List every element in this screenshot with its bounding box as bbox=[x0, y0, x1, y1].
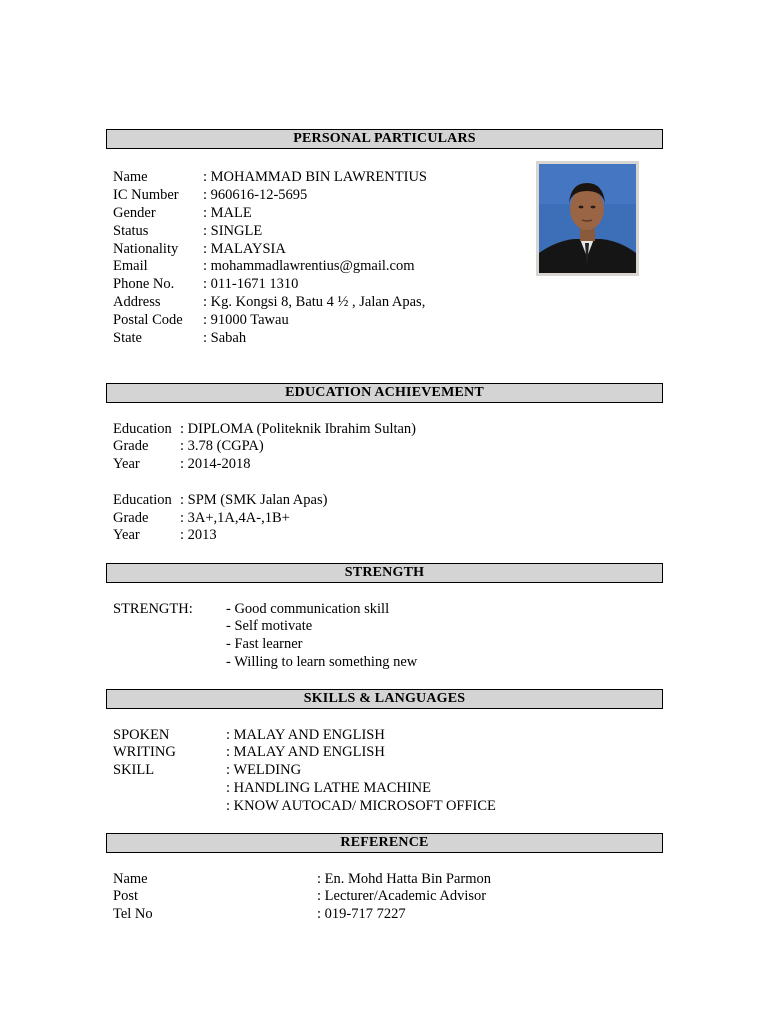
spoken-row bbox=[113, 726, 385, 744]
strength-header: STRENGTH bbox=[106, 563, 663, 583]
strength-item: - Good communication skill bbox=[226, 601, 390, 617]
ic-number-row bbox=[113, 186, 307, 204]
phone-row bbox=[113, 275, 298, 293]
address-row bbox=[113, 293, 425, 311]
reference-tel-row bbox=[113, 905, 406, 923]
profile-photo bbox=[536, 161, 639, 276]
skill-value: : HANDLING LATHE MACHINE bbox=[226, 780, 431, 796]
grade-label: Grade bbox=[113, 510, 149, 526]
skill-row bbox=[113, 797, 496, 815]
name-value: : MOHAMMAD BIN LAWRENTIUS bbox=[203, 169, 427, 185]
grade-value: : 3.78 (CGPA) bbox=[180, 438, 264, 454]
ic-number-label: IC Number bbox=[113, 187, 179, 203]
spoken-value: : MALAY AND ENGLISH bbox=[226, 727, 385, 743]
status-row bbox=[113, 222, 262, 240]
postal-code-value: : 91000 Tawau bbox=[203, 312, 289, 328]
year-label: Year bbox=[113, 456, 140, 472]
education-label: Education bbox=[113, 421, 172, 437]
status-label: Status bbox=[113, 223, 149, 239]
year-label: Year bbox=[113, 527, 140, 543]
reference-name-row bbox=[113, 870, 491, 888]
skills-languages-header: SKILLS & LANGUAGES bbox=[106, 689, 663, 709]
status-value: : SINGLE bbox=[203, 223, 263, 239]
ic-number-value: : 960616-12-5695 bbox=[203, 187, 308, 203]
reference-post-row bbox=[113, 887, 486, 905]
grade-label: Grade bbox=[113, 438, 149, 454]
grade-row bbox=[113, 437, 264, 455]
address-value: : Kg. Kongsi 8, Batu 4 ½ , Jalan Apas, bbox=[203, 294, 426, 310]
skill-row bbox=[113, 779, 431, 797]
reference-post-value: : Lecturer/Academic Advisor bbox=[317, 888, 487, 904]
education-label: Education bbox=[113, 492, 172, 508]
gender-value: : MALE bbox=[203, 205, 252, 221]
writing-label: WRITING bbox=[113, 744, 176, 760]
year-value: : 2014-2018 bbox=[180, 456, 251, 472]
postal-code-label: Postal Code bbox=[113, 312, 183, 328]
spoken-label: SPOKEN bbox=[113, 727, 170, 743]
year-row bbox=[113, 526, 217, 544]
name-row bbox=[113, 168, 427, 186]
personal-particulars-header: PERSONAL PARTICULARS bbox=[106, 129, 663, 149]
nationality-row bbox=[113, 240, 286, 258]
state-row bbox=[113, 329, 246, 347]
skill-value: : KNOW AUTOCAD/ MICROSOFT OFFICE bbox=[226, 798, 496, 814]
state-value: : Sabah bbox=[203, 330, 247, 346]
strength-label: STRENGTH: bbox=[113, 601, 193, 617]
reference-name-label: Name bbox=[113, 871, 148, 887]
nationality-label: Nationality bbox=[113, 241, 179, 257]
email-label: Email bbox=[113, 258, 148, 274]
address-label: Address bbox=[113, 294, 161, 310]
grade-value: : 3A+,1A,4A-,1B+ bbox=[180, 510, 290, 526]
gender-row bbox=[113, 204, 252, 222]
writing-row bbox=[113, 743, 385, 761]
postal-code-row bbox=[113, 311, 289, 329]
education-value: : SPM (SMK Jalan Apas) bbox=[180, 492, 328, 508]
skill-value: : WELDING bbox=[226, 762, 302, 778]
education-row bbox=[113, 420, 416, 438]
reference-name-value: : En. Mohd Hatta Bin Parmon bbox=[317, 871, 491, 887]
reference-tel-value: : 019-717 7227 bbox=[317, 906, 406, 922]
skill-row bbox=[113, 761, 301, 779]
skill-label: SKILL bbox=[113, 762, 155, 778]
reference-header: REFERENCE bbox=[106, 833, 663, 853]
gender-label: Gender bbox=[113, 205, 156, 221]
education-row bbox=[113, 491, 327, 509]
strength-item: - Self motivate bbox=[226, 618, 313, 634]
strength-item: - Fast learner bbox=[226, 636, 303, 652]
nationality-value: : MALAYSIA bbox=[203, 241, 286, 257]
email-value: : mohammadlawrentius@gmail.com bbox=[203, 258, 415, 274]
phone-value: : 011-1671 1310 bbox=[203, 276, 299, 292]
education-value: : DIPLOMA (Politeknik Ibrahim Sultan) bbox=[180, 421, 417, 437]
year-row bbox=[113, 455, 250, 473]
year-value: : 2013 bbox=[180, 527, 217, 543]
writing-value: : MALAY AND ENGLISH bbox=[226, 744, 385, 760]
name-label: Name bbox=[113, 169, 148, 185]
state-label: State bbox=[113, 330, 142, 346]
email-row bbox=[113, 257, 414, 275]
strength-item: - Willing to learn something new bbox=[226, 654, 418, 670]
reference-post-label: Post bbox=[113, 888, 138, 904]
reference-tel-label: Tel No bbox=[113, 906, 153, 922]
education-header: EDUCATION ACHIEVEMENT bbox=[106, 383, 663, 403]
phone-label: Phone No. bbox=[113, 276, 175, 292]
grade-row bbox=[113, 509, 290, 527]
